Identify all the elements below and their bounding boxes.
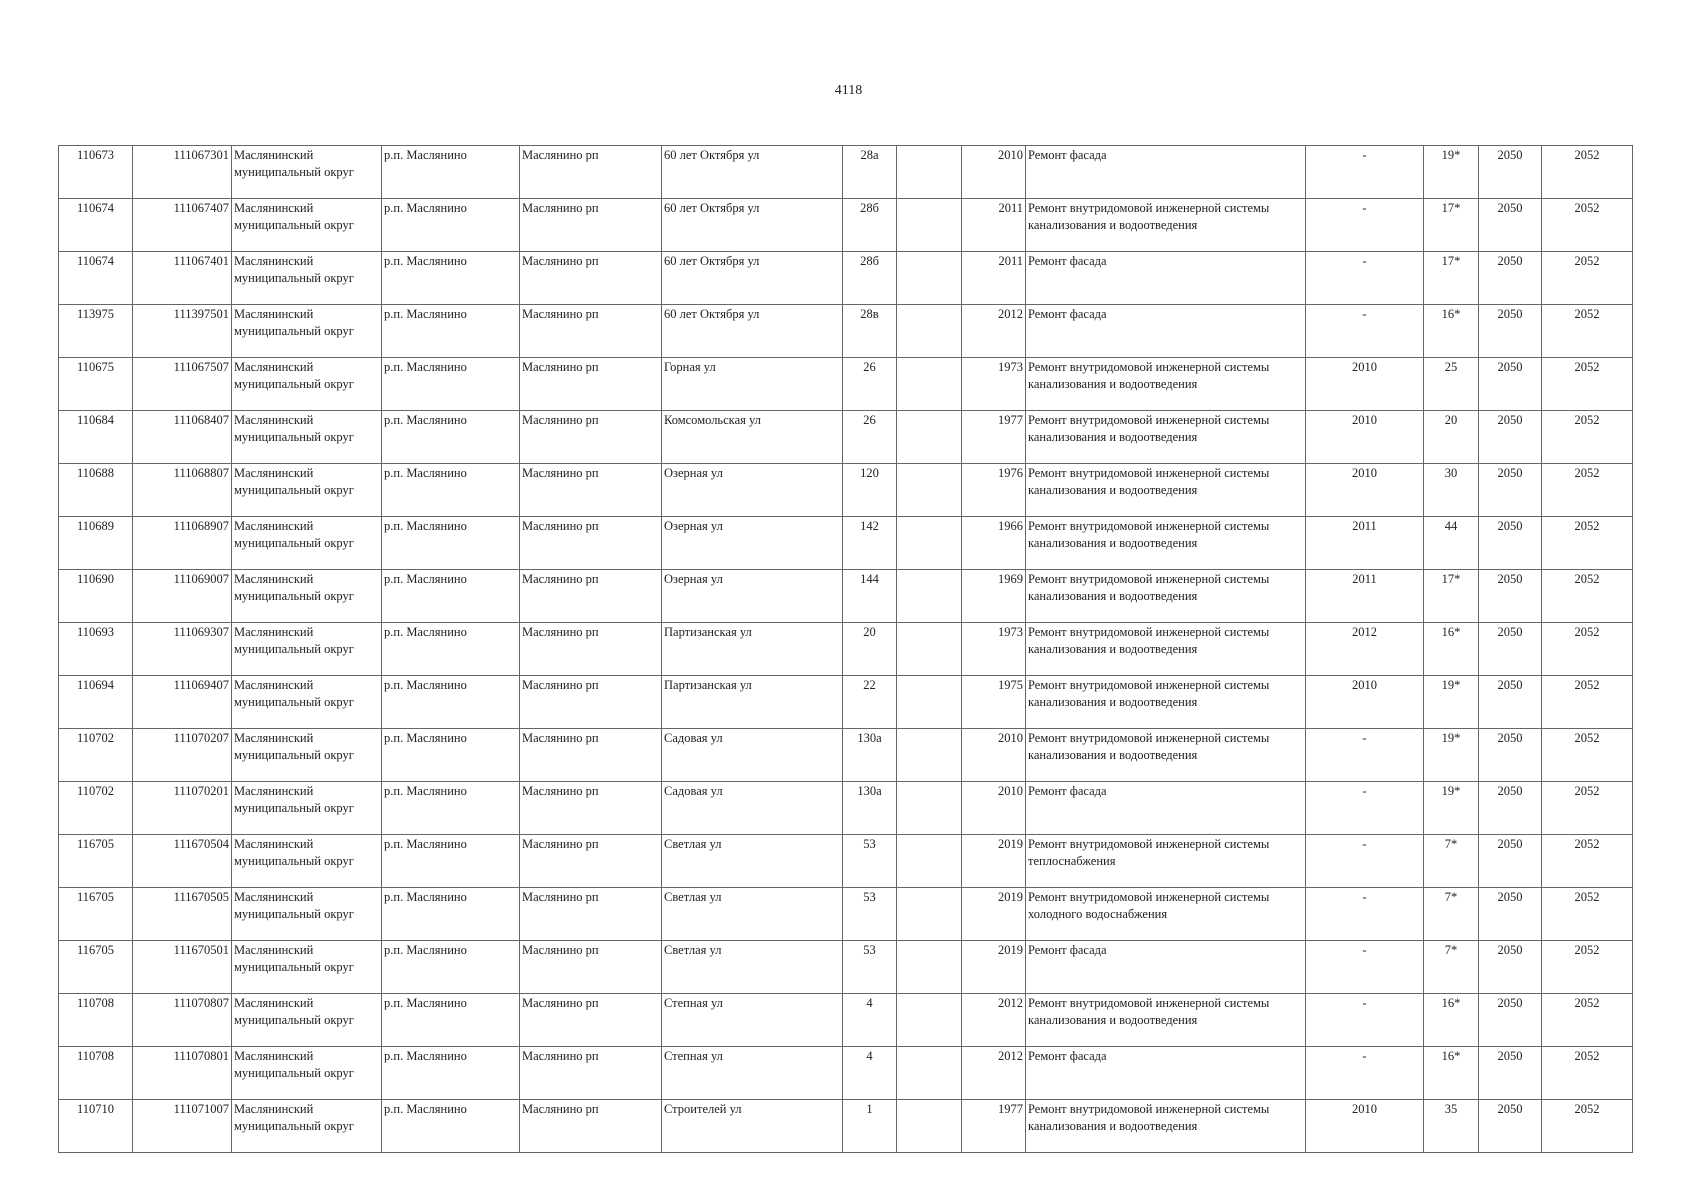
street-cell: Строителей ул bbox=[662, 1100, 843, 1153]
table-row bbox=[59, 1047, 1633, 1100]
work-code-cell: 111670505 bbox=[133, 888, 232, 941]
district-cell: Маслянинский муниципальный округ bbox=[232, 517, 382, 570]
house-id-cell: 116705 bbox=[59, 835, 133, 888]
house-id-cell: 113975 bbox=[59, 305, 133, 358]
locality-cell: Маслянино рп bbox=[520, 623, 662, 676]
building-cell bbox=[897, 252, 962, 305]
house-number-cell: 53 bbox=[843, 835, 897, 888]
settlement-cell: р.п. Маслянино bbox=[382, 782, 520, 835]
wear-percent-cell: 35 bbox=[1424, 1100, 1479, 1153]
wear-percent-cell: 19* bbox=[1424, 146, 1479, 199]
building-cell bbox=[897, 623, 962, 676]
district-cell: Маслянинский муниципальный округ bbox=[232, 305, 382, 358]
plan-end-year-cell: 2052 bbox=[1542, 729, 1633, 782]
settlement-cell: р.п. Маслянино bbox=[382, 994, 520, 1047]
district-cell: Маслянинский муниципальный округ bbox=[232, 888, 382, 941]
settlement-cell: р.п. Маслянино bbox=[382, 517, 520, 570]
locality-cell: Маслянино рп bbox=[520, 464, 662, 517]
district-cell: Маслянинский муниципальный округ bbox=[232, 411, 382, 464]
work-code-cell: 111397501 bbox=[133, 305, 232, 358]
locality-cell: Маслянино рп bbox=[520, 199, 662, 252]
street-cell: Садовая ул bbox=[662, 782, 843, 835]
house-number-cell: 53 bbox=[843, 888, 897, 941]
house-id-cell: 110674 bbox=[59, 199, 133, 252]
settlement-cell: р.п. Маслянино bbox=[382, 411, 520, 464]
building-cell bbox=[897, 782, 962, 835]
settlement-cell: р.п. Маслянино bbox=[382, 358, 520, 411]
plan-end-year-cell: 2052 bbox=[1542, 782, 1633, 835]
plan-end-year-cell: 2052 bbox=[1542, 941, 1633, 994]
plan-end-year-cell: 2052 bbox=[1542, 305, 1633, 358]
locality-cell: Маслянино рп bbox=[520, 1100, 662, 1153]
house-number-cell: 26 bbox=[843, 358, 897, 411]
district-cell: Маслянинский муниципальный округ bbox=[232, 199, 382, 252]
street-cell: Озерная ул bbox=[662, 517, 843, 570]
building-cell bbox=[897, 994, 962, 1047]
table-row bbox=[59, 941, 1633, 994]
year-built-cell: 1973 bbox=[962, 358, 1026, 411]
last-repair-year-cell: - bbox=[1306, 146, 1424, 199]
locality-cell: Маслянино рп bbox=[520, 570, 662, 623]
building-cell bbox=[897, 305, 962, 358]
plan-start-year-cell: 2050 bbox=[1479, 570, 1542, 623]
house-id-cell: 110693 bbox=[59, 623, 133, 676]
work-code-cell: 111070207 bbox=[133, 729, 232, 782]
last-repair-year-cell: - bbox=[1306, 305, 1424, 358]
work-code-cell: 111070801 bbox=[133, 1047, 232, 1100]
plan-end-year-cell: 2052 bbox=[1542, 623, 1633, 676]
house-number-cell: 28б bbox=[843, 199, 897, 252]
wear-percent-cell: 16* bbox=[1424, 1047, 1479, 1100]
work-code-cell: 111070201 bbox=[133, 782, 232, 835]
year-built-cell: 2011 bbox=[962, 199, 1026, 252]
last-repair-year-cell: - bbox=[1306, 888, 1424, 941]
house-id-cell: 110688 bbox=[59, 464, 133, 517]
table-row bbox=[59, 676, 1633, 729]
table-row bbox=[59, 835, 1633, 888]
building-cell bbox=[897, 888, 962, 941]
last-repair-year-cell: - bbox=[1306, 729, 1424, 782]
settlement-cell: р.п. Маслянино bbox=[382, 676, 520, 729]
work-type-cell: Ремонт фасада bbox=[1026, 782, 1306, 835]
work-code-cell: 111670501 bbox=[133, 941, 232, 994]
street-cell: Комсомольская ул bbox=[662, 411, 843, 464]
plan-end-year-cell: 2052 bbox=[1542, 464, 1633, 517]
house-id-cell: 110673 bbox=[59, 146, 133, 199]
wear-percent-cell: 19* bbox=[1424, 782, 1479, 835]
street-cell: Партизанская ул bbox=[662, 676, 843, 729]
plan-start-year-cell: 2050 bbox=[1479, 358, 1542, 411]
house-number-cell: 28б bbox=[843, 252, 897, 305]
street-cell: 60 лет Октября ул bbox=[662, 305, 843, 358]
work-type-cell: Ремонт внутридомовой инженерной системы канализования и водоотведения bbox=[1026, 464, 1306, 517]
wear-percent-cell: 17* bbox=[1424, 252, 1479, 305]
district-cell: Маслянинский муниципальный округ bbox=[232, 941, 382, 994]
street-cell: Светлая ул bbox=[662, 941, 843, 994]
house-number-cell: 53 bbox=[843, 941, 897, 994]
wear-percent-cell: 16* bbox=[1424, 305, 1479, 358]
plan-start-year-cell: 2050 bbox=[1479, 676, 1542, 729]
plan-start-year-cell: 2050 bbox=[1479, 994, 1542, 1047]
last-repair-year-cell: - bbox=[1306, 782, 1424, 835]
wear-percent-cell: 19* bbox=[1424, 676, 1479, 729]
table-row bbox=[59, 358, 1633, 411]
plan-end-year-cell: 2052 bbox=[1542, 252, 1633, 305]
last-repair-year-cell: 2010 bbox=[1306, 464, 1424, 517]
district-cell: Маслянинский муниципальный округ bbox=[232, 835, 382, 888]
district-cell: Маслянинский муниципальный округ bbox=[232, 358, 382, 411]
last-repair-year-cell: - bbox=[1306, 252, 1424, 305]
year-built-cell: 2012 bbox=[962, 994, 1026, 1047]
work-type-cell: Ремонт фасада bbox=[1026, 146, 1306, 199]
last-repair-year-cell: - bbox=[1306, 1047, 1424, 1100]
settlement-cell: р.п. Маслянино bbox=[382, 252, 520, 305]
last-repair-year-cell: 2011 bbox=[1306, 517, 1424, 570]
year-built-cell: 2012 bbox=[962, 305, 1026, 358]
work-type-cell: Ремонт внутридомовой инженерной системы канализования и водоотведения bbox=[1026, 517, 1306, 570]
table-row bbox=[59, 623, 1633, 676]
settlement-cell: р.п. Маслянино bbox=[382, 199, 520, 252]
plan-end-year-cell: 2052 bbox=[1542, 1047, 1633, 1100]
year-built-cell: 1973 bbox=[962, 623, 1026, 676]
work-type-cell: Ремонт внутридомовой инженерной системы канализования и водоотведения bbox=[1026, 570, 1306, 623]
plan-start-year-cell: 2050 bbox=[1479, 623, 1542, 676]
house-id-cell: 110710 bbox=[59, 1100, 133, 1153]
house-id-cell: 110708 bbox=[59, 1047, 133, 1100]
building-cell bbox=[897, 358, 962, 411]
building-cell bbox=[897, 411, 962, 464]
district-cell: Маслянинский муниципальный округ bbox=[232, 623, 382, 676]
plan-start-year-cell: 2050 bbox=[1479, 199, 1542, 252]
plan-end-year-cell: 2052 bbox=[1542, 358, 1633, 411]
last-repair-year-cell: - bbox=[1306, 199, 1424, 252]
work-type-cell: Ремонт фасада bbox=[1026, 252, 1306, 305]
year-built-cell: 1976 bbox=[962, 464, 1026, 517]
locality-cell: Маслянино рп bbox=[520, 888, 662, 941]
settlement-cell: р.п. Маслянино bbox=[382, 570, 520, 623]
street-cell: Степная ул bbox=[662, 1047, 843, 1100]
street-cell: 60 лет Октября ул bbox=[662, 252, 843, 305]
plan-start-year-cell: 2050 bbox=[1479, 464, 1542, 517]
house-number-cell: 142 bbox=[843, 517, 897, 570]
house-id-cell: 110675 bbox=[59, 358, 133, 411]
building-cell bbox=[897, 1100, 962, 1153]
table-row bbox=[59, 411, 1633, 464]
work-type-cell: Ремонт фасада bbox=[1026, 1047, 1306, 1100]
plan-start-year-cell: 2050 bbox=[1479, 517, 1542, 570]
plan-start-year-cell: 2050 bbox=[1479, 941, 1542, 994]
work-code-cell: 111069307 bbox=[133, 623, 232, 676]
street-cell: Горная ул bbox=[662, 358, 843, 411]
house-number-cell: 26 bbox=[843, 411, 897, 464]
last-repair-year-cell: 2010 bbox=[1306, 1100, 1424, 1153]
wear-percent-cell: 19* bbox=[1424, 729, 1479, 782]
house-id-cell: 110684 bbox=[59, 411, 133, 464]
last-repair-year-cell: - bbox=[1306, 994, 1424, 1047]
house-number-cell: 130а bbox=[843, 729, 897, 782]
work-type-cell: Ремонт внутридомовой инженерной системы канализования и водоотведения bbox=[1026, 411, 1306, 464]
building-cell bbox=[897, 1047, 962, 1100]
plan-start-year-cell: 2050 bbox=[1479, 411, 1542, 464]
building-cell bbox=[897, 517, 962, 570]
year-built-cell: 2010 bbox=[962, 782, 1026, 835]
district-cell: Маслянинский муниципальный округ bbox=[232, 1100, 382, 1153]
table-row bbox=[59, 729, 1633, 782]
locality-cell: Маслянино рп bbox=[520, 994, 662, 1047]
table-body bbox=[59, 146, 1633, 1153]
house-number-cell: 1 bbox=[843, 1100, 897, 1153]
district-cell: Маслянинский муниципальный округ bbox=[232, 464, 382, 517]
plan-end-year-cell: 2052 bbox=[1542, 199, 1633, 252]
plan-end-year-cell: 2052 bbox=[1542, 1100, 1633, 1153]
wear-percent-cell: 7* bbox=[1424, 835, 1479, 888]
district-cell: Маслянинский муниципальный округ bbox=[232, 146, 382, 199]
plan-end-year-cell: 2052 bbox=[1542, 835, 1633, 888]
table-row bbox=[59, 517, 1633, 570]
district-cell: Маслянинский муниципальный округ bbox=[232, 782, 382, 835]
district-cell: Маслянинский муниципальный округ bbox=[232, 994, 382, 1047]
year-built-cell: 2019 bbox=[962, 835, 1026, 888]
plan-start-year-cell: 2050 bbox=[1479, 305, 1542, 358]
work-type-cell: Ремонт внутридомовой инженерной системы канализования и водоотведения bbox=[1026, 676, 1306, 729]
table-row bbox=[59, 888, 1633, 941]
street-cell: 60 лет Октября ул bbox=[662, 199, 843, 252]
building-cell bbox=[897, 941, 962, 994]
work-type-cell: Ремонт фасада bbox=[1026, 941, 1306, 994]
table-row bbox=[59, 252, 1633, 305]
work-code-cell: 111067401 bbox=[133, 252, 232, 305]
settlement-cell: р.п. Маслянино bbox=[382, 623, 520, 676]
building-cell bbox=[897, 570, 962, 623]
last-repair-year-cell: 2012 bbox=[1306, 623, 1424, 676]
table-row bbox=[59, 464, 1633, 517]
district-cell: Маслянинский муниципальный округ bbox=[232, 729, 382, 782]
work-code-cell: 111068407 bbox=[133, 411, 232, 464]
wear-percent-cell: 44 bbox=[1424, 517, 1479, 570]
house-number-cell: 4 bbox=[843, 994, 897, 1047]
year-built-cell: 1966 bbox=[962, 517, 1026, 570]
plan-end-year-cell: 2052 bbox=[1542, 411, 1633, 464]
year-built-cell: 1969 bbox=[962, 570, 1026, 623]
work-code-cell: 111067507 bbox=[133, 358, 232, 411]
work-code-cell: 111067301 bbox=[133, 146, 232, 199]
locality-cell: Маслянино рп bbox=[520, 517, 662, 570]
repair-schedule-table bbox=[58, 145, 1633, 1153]
work-type-cell: Ремонт внутридомовой инженерной системы канализования и водоотведения bbox=[1026, 994, 1306, 1047]
page-number: 4118 bbox=[834, 83, 863, 98]
work-code-cell: 111068807 bbox=[133, 464, 232, 517]
locality-cell: Маслянино рп bbox=[520, 1047, 662, 1100]
settlement-cell: р.п. Маслянино bbox=[382, 146, 520, 199]
district-cell: Маслянинский муниципальный округ bbox=[232, 252, 382, 305]
year-built-cell: 2019 bbox=[962, 941, 1026, 994]
settlement-cell: р.п. Маслянино bbox=[382, 305, 520, 358]
table-row bbox=[59, 146, 1633, 199]
street-cell: 60 лет Октября ул bbox=[662, 146, 843, 199]
locality-cell: Маслянино рп bbox=[520, 411, 662, 464]
house-id-cell: 116705 bbox=[59, 888, 133, 941]
table-row bbox=[59, 199, 1633, 252]
work-type-cell: Ремонт внутридомовой инженерной системы канализования и водоотведения bbox=[1026, 1100, 1306, 1153]
plan-start-year-cell: 2050 bbox=[1479, 1047, 1542, 1100]
plan-end-year-cell: 2052 bbox=[1542, 994, 1633, 1047]
house-id-cell: 110689 bbox=[59, 517, 133, 570]
plan-end-year-cell: 2052 bbox=[1542, 570, 1633, 623]
locality-cell: Маслянино рп bbox=[520, 676, 662, 729]
work-code-cell: 111067407 bbox=[133, 199, 232, 252]
wear-percent-cell: 17* bbox=[1424, 199, 1479, 252]
wear-percent-cell: 25 bbox=[1424, 358, 1479, 411]
last-repair-year-cell: 2010 bbox=[1306, 411, 1424, 464]
plan-end-year-cell: 2052 bbox=[1542, 676, 1633, 729]
street-cell: Садовая ул bbox=[662, 729, 843, 782]
house-number-cell: 20 bbox=[843, 623, 897, 676]
plan-start-year-cell: 2050 bbox=[1479, 252, 1542, 305]
locality-cell: Маслянино рп bbox=[520, 252, 662, 305]
street-cell: Озерная ул bbox=[662, 570, 843, 623]
work-code-cell: 111070807 bbox=[133, 994, 232, 1047]
year-built-cell: 2012 bbox=[962, 1047, 1026, 1100]
work-code-cell: 111069407 bbox=[133, 676, 232, 729]
building-cell bbox=[897, 464, 962, 517]
work-code-cell: 111670504 bbox=[133, 835, 232, 888]
house-id-cell: 110708 bbox=[59, 994, 133, 1047]
house-number-cell: 144 bbox=[843, 570, 897, 623]
work-type-cell: Ремонт внутридомовой инженерной системы канализования и водоотведения bbox=[1026, 623, 1306, 676]
year-built-cell: 1977 bbox=[962, 411, 1026, 464]
year-built-cell: 1975 bbox=[962, 676, 1026, 729]
plan-start-year-cell: 2050 bbox=[1479, 835, 1542, 888]
settlement-cell: р.п. Маслянино bbox=[382, 835, 520, 888]
locality-cell: Маслянино рп bbox=[520, 305, 662, 358]
building-cell bbox=[897, 146, 962, 199]
year-built-cell: 2011 bbox=[962, 252, 1026, 305]
settlement-cell: р.п. Маслянино bbox=[382, 1100, 520, 1153]
locality-cell: Маслянино рп bbox=[520, 782, 662, 835]
table-row bbox=[59, 994, 1633, 1047]
table-row bbox=[59, 1100, 1633, 1153]
house-id-cell: 110674 bbox=[59, 252, 133, 305]
street-cell: Озерная ул bbox=[662, 464, 843, 517]
district-cell: Маслянинский муниципальный округ bbox=[232, 676, 382, 729]
work-type-cell: Ремонт внутридомовой инженерной системы канализования и водоотведения bbox=[1026, 199, 1306, 252]
house-number-cell: 130а bbox=[843, 782, 897, 835]
building-cell bbox=[897, 835, 962, 888]
street-cell: Партизанская ул bbox=[662, 623, 843, 676]
house-id-cell: 110702 bbox=[59, 782, 133, 835]
year-built-cell: 2010 bbox=[962, 146, 1026, 199]
locality-cell: Маслянино рп bbox=[520, 146, 662, 199]
house-number-cell: 22 bbox=[843, 676, 897, 729]
last-repair-year-cell: 2010 bbox=[1306, 358, 1424, 411]
wear-percent-cell: 20 bbox=[1424, 411, 1479, 464]
plan-end-year-cell: 2052 bbox=[1542, 146, 1633, 199]
last-repair-year-cell: - bbox=[1306, 835, 1424, 888]
house-number-cell: 28в bbox=[843, 305, 897, 358]
district-cell: Маслянинский муниципальный округ bbox=[232, 570, 382, 623]
plan-start-year-cell: 2050 bbox=[1479, 1100, 1542, 1153]
work-type-cell: Ремонт внутридомовой инженерной системы холодного водоснабжения bbox=[1026, 888, 1306, 941]
locality-cell: Маслянино рп bbox=[520, 729, 662, 782]
table-row bbox=[59, 305, 1633, 358]
last-repair-year-cell: 2010 bbox=[1306, 676, 1424, 729]
settlement-cell: р.п. Маслянино bbox=[382, 464, 520, 517]
plan-start-year-cell: 2050 bbox=[1479, 782, 1542, 835]
house-id-cell: 110694 bbox=[59, 676, 133, 729]
work-code-cell: 111071007 bbox=[133, 1100, 232, 1153]
work-code-cell: 111069007 bbox=[133, 570, 232, 623]
building-cell bbox=[897, 729, 962, 782]
house-number-cell: 120 bbox=[843, 464, 897, 517]
wear-percent-cell: 30 bbox=[1424, 464, 1479, 517]
street-cell: Светлая ул bbox=[662, 835, 843, 888]
wear-percent-cell: 17* bbox=[1424, 570, 1479, 623]
plan-start-year-cell: 2050 bbox=[1479, 729, 1542, 782]
table-row bbox=[59, 570, 1633, 623]
wear-percent-cell: 7* bbox=[1424, 888, 1479, 941]
wear-percent-cell: 7* bbox=[1424, 941, 1479, 994]
plan-end-year-cell: 2052 bbox=[1542, 517, 1633, 570]
settlement-cell: р.п. Маслянино bbox=[382, 941, 520, 994]
last-repair-year-cell: - bbox=[1306, 941, 1424, 994]
building-cell bbox=[897, 199, 962, 252]
table-row bbox=[59, 782, 1633, 835]
plan-start-year-cell: 2050 bbox=[1479, 146, 1542, 199]
wear-percent-cell: 16* bbox=[1424, 994, 1479, 1047]
locality-cell: Маслянино рп bbox=[520, 358, 662, 411]
house-number-cell: 4 bbox=[843, 1047, 897, 1100]
settlement-cell: р.п. Маслянино bbox=[382, 888, 520, 941]
plan-end-year-cell: 2052 bbox=[1542, 888, 1633, 941]
year-built-cell: 1977 bbox=[962, 1100, 1026, 1153]
wear-percent-cell: 16* bbox=[1424, 623, 1479, 676]
work-type-cell: Ремонт фасада bbox=[1026, 305, 1306, 358]
house-number-cell: 28а bbox=[843, 146, 897, 199]
year-built-cell: 2019 bbox=[962, 888, 1026, 941]
work-type-cell: Ремонт внутридомовой инженерной системы канализования и водоотведения bbox=[1026, 358, 1306, 411]
plan-start-year-cell: 2050 bbox=[1479, 888, 1542, 941]
work-type-cell: Ремонт внутридомовой инженерной системы теплоснабжения bbox=[1026, 835, 1306, 888]
work-code-cell: 111068907 bbox=[133, 517, 232, 570]
district-cell: Маслянинский муниципальный округ bbox=[232, 1047, 382, 1100]
locality-cell: Маслянино рп bbox=[520, 835, 662, 888]
work-type-cell: Ремонт внутридомовой инженерной системы канализования и водоотведения bbox=[1026, 729, 1306, 782]
house-id-cell: 116705 bbox=[59, 941, 133, 994]
last-repair-year-cell: 2011 bbox=[1306, 570, 1424, 623]
settlement-cell: р.п. Маслянино bbox=[382, 729, 520, 782]
settlement-cell: р.п. Маслянино bbox=[382, 1047, 520, 1100]
year-built-cell: 2010 bbox=[962, 729, 1026, 782]
house-id-cell: 110702 bbox=[59, 729, 133, 782]
locality-cell: Маслянино рп bbox=[520, 941, 662, 994]
street-cell: Степная ул bbox=[662, 994, 843, 1047]
building-cell bbox=[897, 676, 962, 729]
house-id-cell: 110690 bbox=[59, 570, 133, 623]
street-cell: Светлая ул bbox=[662, 888, 843, 941]
